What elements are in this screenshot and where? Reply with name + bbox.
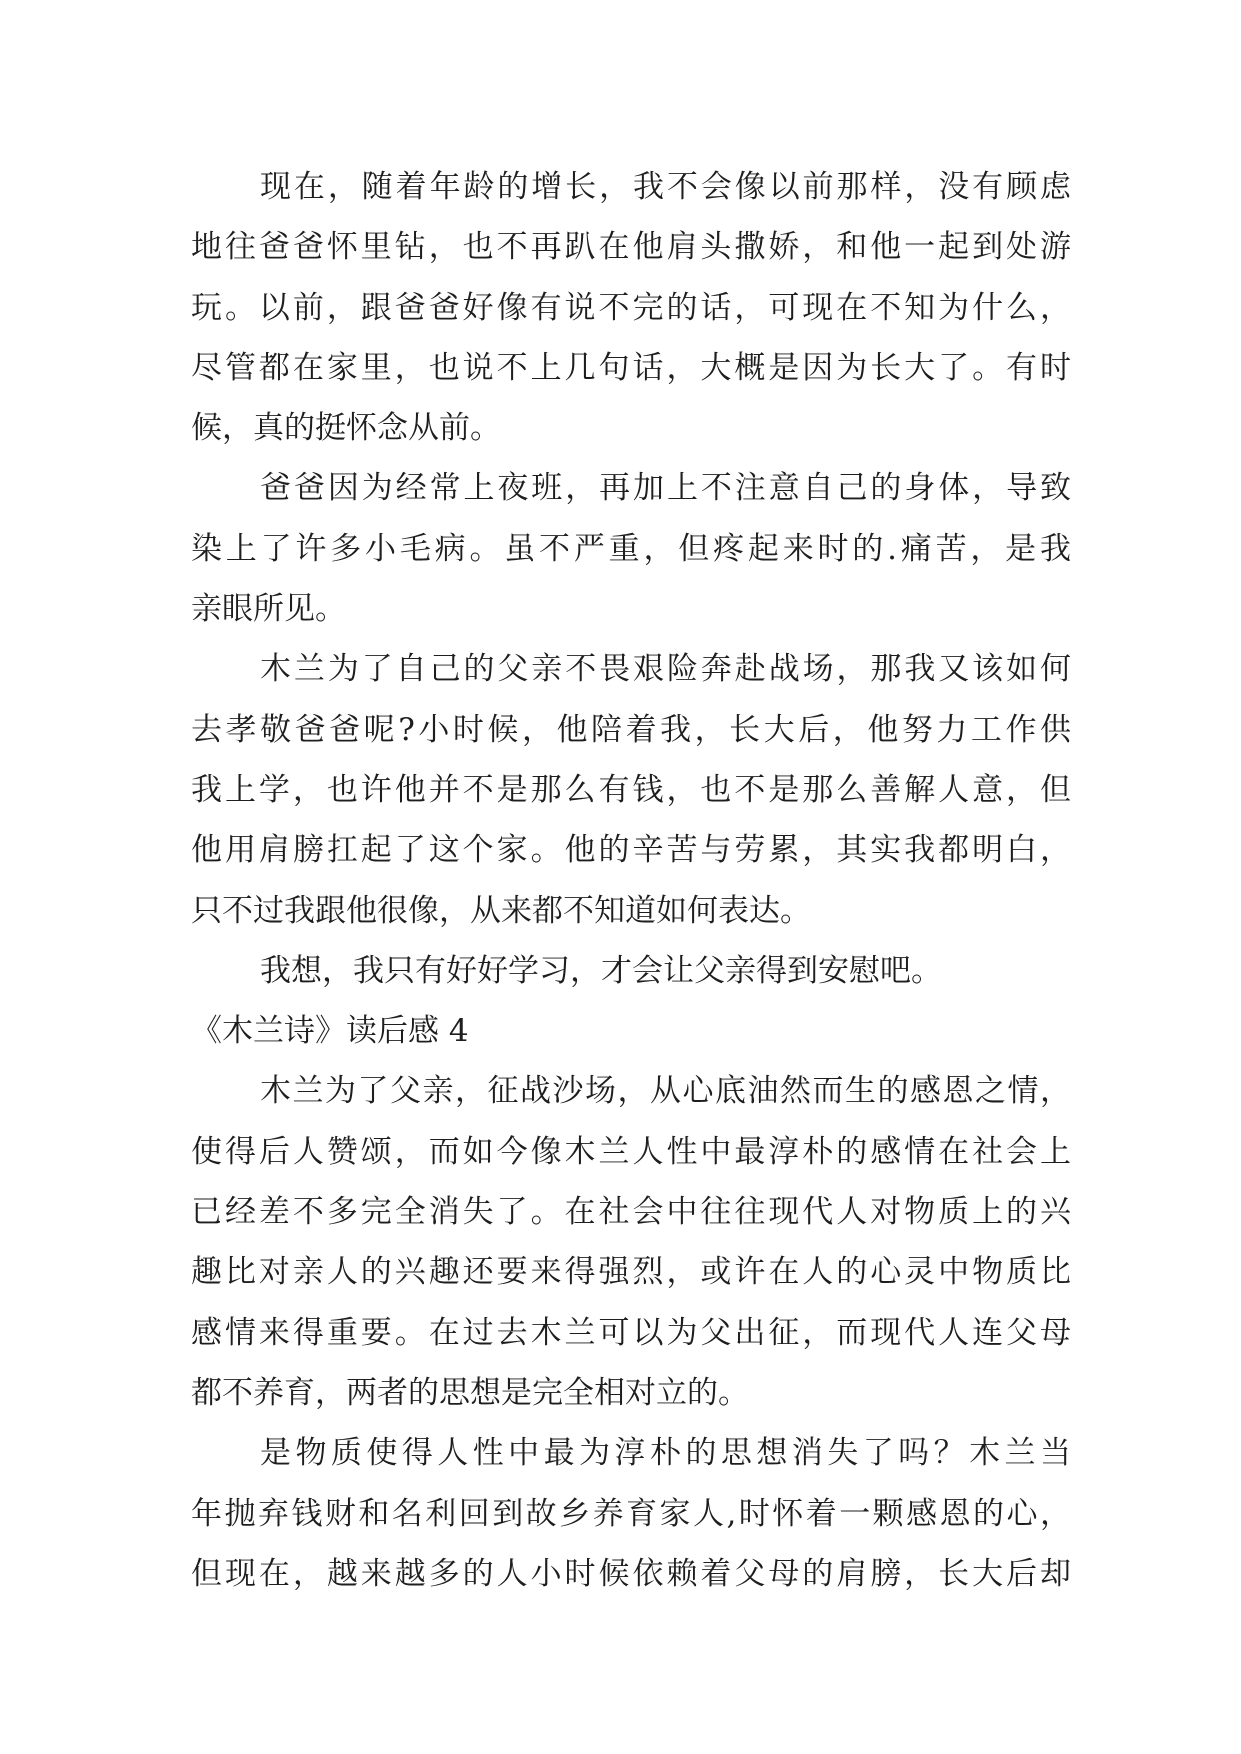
paragraph-line: 年抛弃钱财和名利回到故乡养育家人,时怀着一颗感恩的心， <box>191 1495 1071 1532</box>
paragraph-line: 但现在，越来越多的人小时候依赖着父母的肩膀，长大后却 <box>191 1555 1071 1592</box>
document-body <box>191 157 1071 1604</box>
paragraph-line: 已经差不多完全消失了。在社会中往往现代人对物质上的兴 <box>191 1194 1071 1231</box>
paragraph-line: 爸爸因为经常上夜班，再加上不注意自己的身体，导致 <box>260 470 1071 507</box>
paragraph-line: 是物质使得人性中最为淳朴的思想消失了吗？木兰当 <box>260 1435 1071 1472</box>
paragraph-line: 现在，随着年龄的增长，我不会像以前那样，没有顾虑 <box>260 169 1071 205</box>
paragraph-line: 只不过我跟他很像，从来都不知道如何表达。 <box>191 892 811 929</box>
paragraph-line: 尽管都在家里，也说不上几句话，大概是因为长大了。有时 <box>191 349 1071 386</box>
paragraph-line: 使得后人赞颂，而如今像木兰人性中最淳朴的感情在社会上 <box>191 1133 1071 1170</box>
paragraph-line: 地往爸爸怀里钻，也不再趴在他肩头撒娇，和他一起到处游 <box>191 229 1071 266</box>
paragraph-line: 去孝敬爸爸呢?小时候，他陪着我，长大后，他努力工作供 <box>191 711 1071 748</box>
paragraph-line: 感情来得重要。在过去木兰可以为父出征，而现代人连父母 <box>191 1314 1071 1351</box>
paragraph-line: 候，真的挺怀念从前。 <box>191 410 501 447</box>
paragraph-line: 我上学，也许他并不是那么有钱，也不是那么善解人意，但 <box>191 771 1071 808</box>
section-heading: 《木兰诗》读后感 4 <box>191 1013 469 1050</box>
paragraph-line: 木兰为了自己的父亲不畏艰险奔赴战场，那我又该如何 <box>260 651 1071 688</box>
paragraph-line: 他用肩膀扛起了这个家。他的辛苦与劳累，其实我都明白， <box>191 832 1071 869</box>
paragraph-line: 染上了许多小毛病。虽不严重，但疼起来时的.痛苦，是我 <box>191 530 1071 567</box>
paragraph-line: 木兰为了父亲，征战沙场，从心底油然而生的感恩之情， <box>260 1073 1071 1110</box>
paragraph-line: 趣比对亲人的兴趣还要来得强烈，或许在人的心灵中物质比 <box>191 1254 1071 1291</box>
paragraph-line: 都不养育，两者的思想是完全相对立的。 <box>191 1374 749 1411</box>
paragraph-line: 我想，我只有好好学习，才会让父亲得到安慰吧。 <box>260 952 942 989</box>
paragraph-line: 玩。以前，跟爸爸好像有说不完的话，可现在不知为什么， <box>191 289 1071 326</box>
paragraph-line: 亲眼所见。 <box>191 591 346 628</box>
